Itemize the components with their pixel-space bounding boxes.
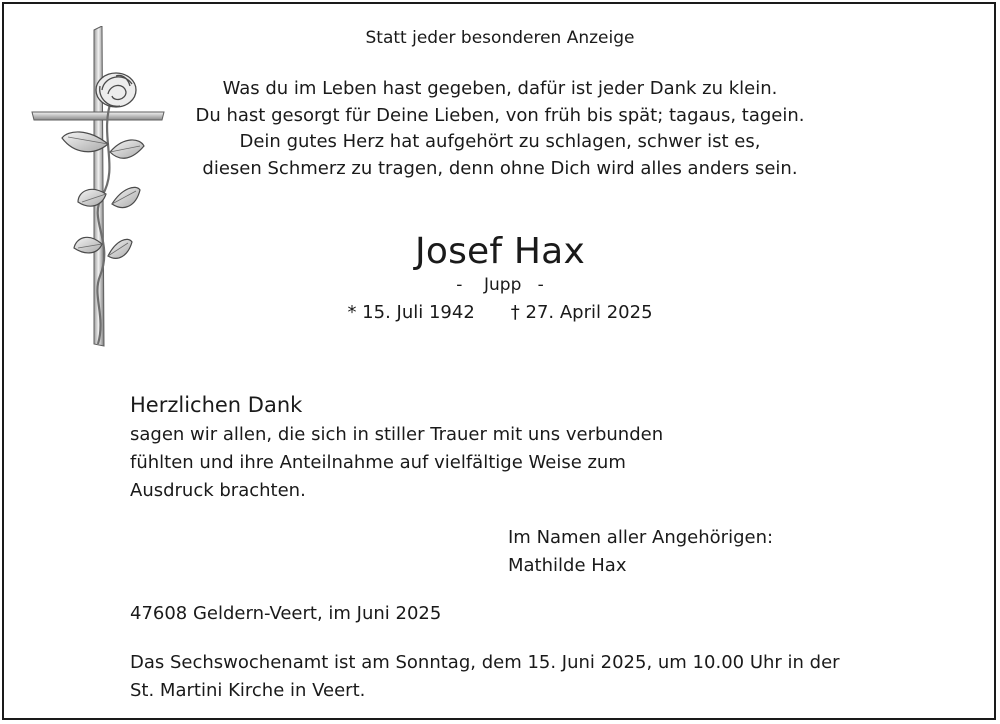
thanks-line: Ausdruck brachten. — [130, 480, 306, 501]
death-date: † 27. April 2025 — [510, 302, 653, 323]
signoff-line: Im Namen aller Angehörigen: — [508, 527, 774, 548]
deceased-name: Josef Hax — [415, 231, 585, 272]
header-note: Statt jeder besonderen Anzeige — [365, 28, 635, 48]
life-dates — [170, 302, 830, 324]
place-date: 47608 Geldern-Veert, im Juni 2025 — [130, 603, 442, 624]
poem-line: Dein gutes Herz hat aufgehört zu schlagen, schwer ist es, — [239, 131, 761, 152]
cross-with-rose-icon — [28, 26, 168, 348]
poem — [170, 76, 830, 182]
poem-line: Du hast gesorgt für Deine Lieben, von früh bis spät; tagaus, tagein. — [195, 104, 805, 126]
deceased-nickname: - Jupp - — [456, 275, 544, 295]
signoff-name: Mathilde Hax — [508, 555, 627, 576]
poem-line: Was du im Leben hast gegeben, dafür ist jeder Dank zu klein. — [222, 78, 778, 99]
thanks-line: sagen wir allen, die sich in stiller Trauer mit uns verbunden — [130, 424, 664, 445]
birth-date: * 15. Juli 1942 — [347, 302, 475, 323]
poem-line: diesen Schmerz zu tragen, denn ohne Dich wird alles anders sein. — [202, 157, 798, 179]
service-line: St. Martini Kirche in Veert. — [130, 680, 366, 701]
signoff — [508, 524, 773, 580]
service-line: Das Sechswochenamt ist am Sonntag, dem 15. Juni 2025, um 10.00 Uhr in der — [130, 652, 840, 673]
thanks-line: fühlten und ihre Anteilnahme auf vielfältige Weise zum — [130, 452, 626, 473]
service-info — [130, 649, 840, 705]
thanks-text — [130, 421, 663, 505]
thanks-title: Herzlichen Dank — [130, 393, 303, 417]
